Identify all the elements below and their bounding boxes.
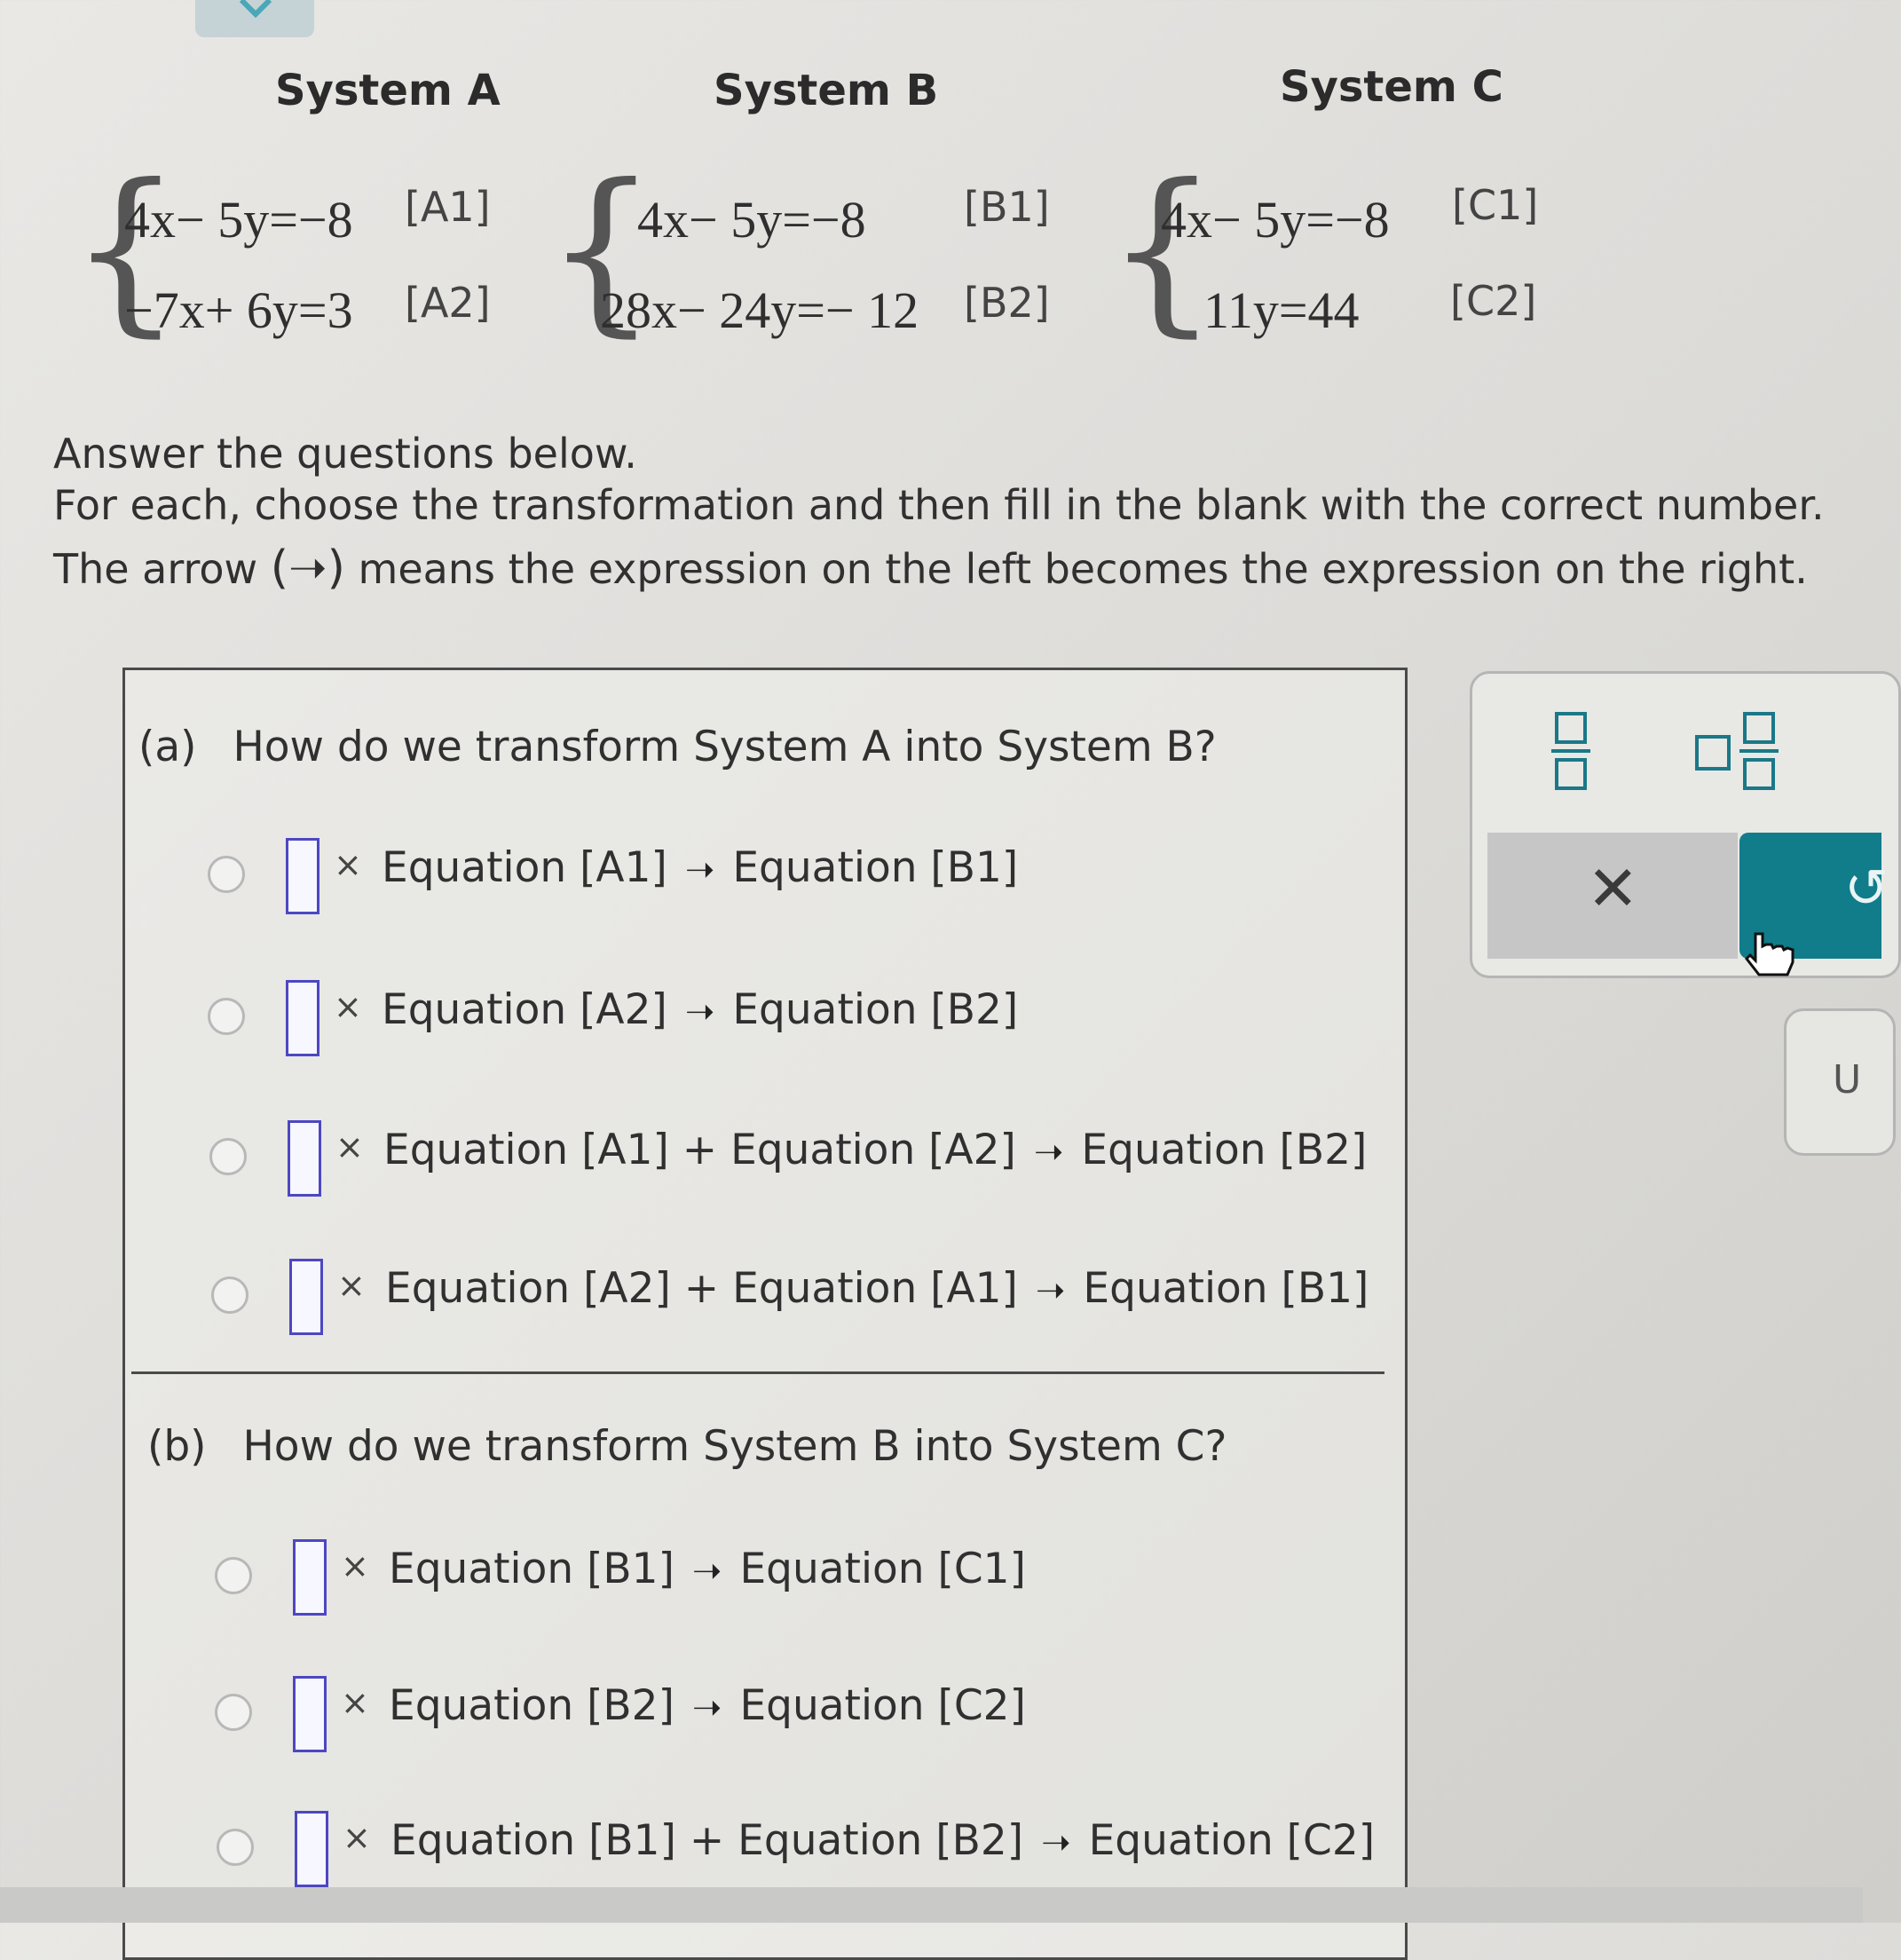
option-left-expression: Equation [B1] + Equation [B2] bbox=[390, 1816, 1024, 1865]
system-c-tag-1: [C1] bbox=[1452, 181, 1539, 229]
radio-button[interactable] bbox=[217, 1829, 254, 1866]
system-b-tag-1: [B1] bbox=[964, 183, 1050, 231]
option-left-expression: Equation [B2] bbox=[389, 1681, 674, 1730]
option-right-expression: Equation [B2] bbox=[732, 985, 1019, 1034]
arrow-legend: (➝) bbox=[270, 541, 345, 595]
undo-icon: ↺ bbox=[1844, 858, 1889, 920]
system-c-tag-2: [C2] bbox=[1450, 277, 1537, 325]
question-a-text: How do we transform System A into System B? bbox=[233, 723, 1217, 771]
system-a-tag-1: [A1] bbox=[405, 183, 491, 231]
option-left-expression: Equation [A2] bbox=[382, 985, 667, 1034]
option-right-expression: Equation [B1] bbox=[732, 843, 1019, 892]
answer-input-box[interactable] bbox=[295, 1811, 328, 1887]
answer-input-box[interactable] bbox=[286, 838, 319, 914]
option-text bbox=[389, 1681, 1026, 1730]
radio-button[interactable] bbox=[208, 998, 245, 1035]
question-a-title bbox=[138, 723, 1217, 771]
instructions-line-1: Answer the questions below. bbox=[53, 430, 637, 478]
system-c-equation-2: 11y=44 bbox=[1203, 281, 1360, 339]
arrow-icon: ➝ bbox=[691, 1687, 722, 1728]
option-left-expression: Equation [A1] + Equation [A2] bbox=[383, 1126, 1016, 1174]
question-divider bbox=[131, 1371, 1384, 1374]
close-icon: ✕ bbox=[1587, 852, 1639, 925]
system-a-equation-1: 4x− 5y=−8 bbox=[124, 191, 353, 249]
clear-button[interactable] bbox=[1487, 833, 1738, 959]
system-c-brace: { bbox=[1106, 146, 1219, 353]
radio-button[interactable] bbox=[208, 856, 245, 893]
radio-button[interactable] bbox=[215, 1557, 252, 1594]
option-text bbox=[382, 843, 1018, 892]
fraction-icon bbox=[1551, 710, 1590, 792]
option-left-expression: Equation [B1] bbox=[389, 1545, 674, 1593]
question-a-label: (a) bbox=[138, 723, 197, 771]
chevron-down-icon bbox=[238, 0, 273, 18]
mixed-number-button[interactable] bbox=[1695, 710, 1780, 795]
radio-button[interactable] bbox=[215, 1694, 252, 1731]
answer-input-box[interactable] bbox=[293, 1539, 327, 1616]
system-b-equation-1: 4x− 5y=−8 bbox=[637, 191, 866, 249]
option-text bbox=[390, 1816, 1375, 1865]
arrow-icon: ➝ bbox=[684, 992, 715, 1032]
secondary-palette-label: U bbox=[1833, 1057, 1862, 1102]
times-symbol: × bbox=[341, 1546, 369, 1585]
hand-cursor-icon bbox=[1743, 927, 1805, 980]
answer-input-box[interactable] bbox=[289, 1259, 323, 1335]
arrow-icon: ➝ bbox=[1033, 1132, 1064, 1173]
option-right-expression: Equation [B1] bbox=[1083, 1264, 1369, 1313]
option-text bbox=[389, 1545, 1026, 1593]
option-left-expression: Equation [A1] bbox=[382, 843, 667, 892]
option-text bbox=[385, 1264, 1369, 1313]
system-a-brace: { bbox=[69, 146, 183, 353]
question-b-text: How do we transform System B into System C? bbox=[242, 1422, 1227, 1471]
system-c-equation-1: 4x− 5y=−8 bbox=[1161, 191, 1390, 249]
instructions-line-3 bbox=[53, 541, 1808, 595]
instructions-line-3-post: means the expression on the left becomes the expression on the right. bbox=[358, 545, 1808, 593]
system-b-title: System B bbox=[714, 66, 939, 115]
times-symbol: × bbox=[341, 1683, 369, 1722]
option-text bbox=[382, 985, 1018, 1034]
radio-button[interactable] bbox=[209, 1138, 247, 1175]
times-symbol: × bbox=[334, 987, 362, 1026]
option-right-expression: Equation [C2] bbox=[739, 1681, 1026, 1730]
option-right-expression: Equation [C1] bbox=[739, 1545, 1026, 1593]
system-a-equation-2: −7x+ 6y=3 bbox=[124, 281, 353, 339]
answer-input-box[interactable] bbox=[286, 980, 319, 1056]
option-left-expression: Equation [A2] + Equation [A1] bbox=[385, 1264, 1018, 1313]
option-text bbox=[383, 1126, 1367, 1174]
arrow-icon: ➝ bbox=[1035, 1270, 1066, 1311]
top-toggle-button[interactable] bbox=[195, 0, 314, 37]
option-right-expression: Equation [B2] bbox=[1081, 1126, 1368, 1174]
system-a-title: System A bbox=[275, 66, 501, 115]
answer-input-box[interactable] bbox=[288, 1120, 321, 1197]
option-right-expression: Equation [C2] bbox=[1088, 1816, 1376, 1865]
question-b-label: (b) bbox=[147, 1422, 207, 1471]
system-c-title: System C bbox=[1280, 62, 1503, 112]
radio-button[interactable] bbox=[211, 1276, 248, 1314]
system-b-brace: { bbox=[545, 146, 659, 353]
times-symbol: × bbox=[343, 1818, 371, 1857]
mixed-number-icon bbox=[1695, 710, 1780, 792]
secondary-palette[interactable] bbox=[1784, 1008, 1896, 1156]
times-symbol: × bbox=[335, 1127, 364, 1166]
answer-input-box[interactable] bbox=[293, 1676, 327, 1752]
bottom-bar bbox=[0, 1887, 1863, 1923]
system-a-tag-2: [A2] bbox=[405, 279, 491, 327]
arrow-icon: ➝ bbox=[691, 1551, 722, 1592]
times-symbol: × bbox=[337, 1266, 366, 1305]
question-b-title bbox=[147, 1422, 1227, 1471]
arrow-icon: ➝ bbox=[684, 850, 715, 890]
arrow-icon: ➝ bbox=[1041, 1822, 1071, 1863]
system-b-equation-2: 28x− 24y=− 12 bbox=[600, 281, 919, 339]
instructions-line-2: For each, choose the transformation and then fill in the blank with the correct number. bbox=[53, 481, 1825, 529]
times-symbol: × bbox=[334, 845, 362, 884]
instructions-line-3-pre: The arrow bbox=[53, 545, 258, 593]
system-b-tag-2: [B2] bbox=[964, 279, 1050, 327]
fraction-button[interactable] bbox=[1551, 710, 1590, 795]
